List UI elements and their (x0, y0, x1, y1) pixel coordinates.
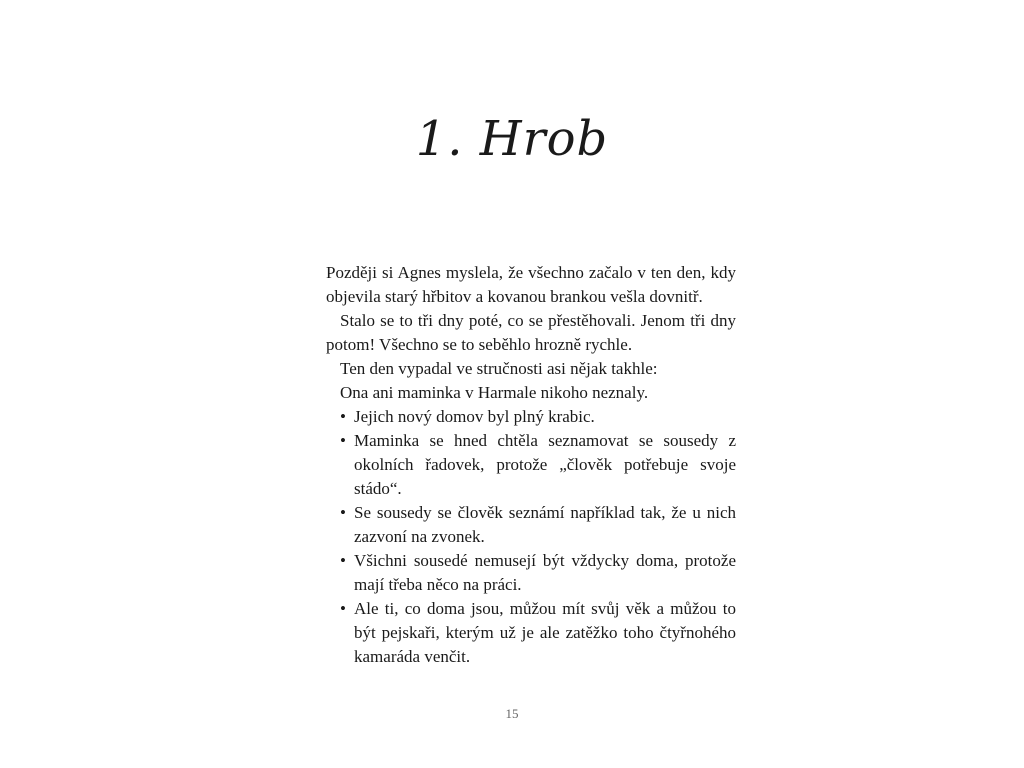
bullet-icon: • (340, 431, 346, 450)
list-item (326, 405, 736, 429)
bullet-icon: • (340, 503, 346, 522)
paragraph: Později si Agnes myslela, že všechno začalo v ten den, kdy objevila starý hřbitov a kovanou brankou vešla dovnitř. (326, 263, 736, 306)
bullet-icon: • (340, 407, 346, 426)
paragraph: Stalo se to tři dny poté, co se přestěhovali. Jenom tři dny potom! Všechno se to seběhlo hrozně rychle. (326, 311, 736, 354)
bullet-list (326, 405, 736, 669)
list-item-text: Jejich nový domov byl plný krabic. (354, 407, 595, 426)
list-item-text: Maminka se hned chtěla seznamovat se sousedy z okolních řadovek, protože „člověk potřebuje svoje stádo“. (354, 431, 736, 498)
list-item (326, 501, 736, 549)
list-item (326, 429, 736, 501)
chapter-title: 1. Hrob (415, 111, 609, 167)
list-item-text: Všichni sousedé nemusejí být vždycky doma, protože mají třeba něco na práci. (354, 551, 736, 594)
page-number: 15 (505, 706, 519, 721)
chapter-text (326, 261, 736, 669)
bullet-icon: • (340, 551, 346, 570)
list-item (326, 549, 736, 597)
list-item (326, 597, 736, 669)
bullet-icon: • (340, 599, 346, 618)
paragraph: Ona ani maminka v Harmale nikoho neznaly. (340, 383, 649, 402)
list-item-text: Ale ti, co doma jsou, můžou mít svůj věk a můžou to být pejskaři, kterým už je ale zatěžko toho čtyřnohého kamaráda venčit. (354, 599, 736, 666)
list-item-text: Se sousedy se člověk seznámí například tak, že u nich zazvoní na zvonek. (354, 503, 736, 546)
paragraph: Ten den vypadal ve stručnosti asi nějak takhle: (340, 359, 658, 378)
